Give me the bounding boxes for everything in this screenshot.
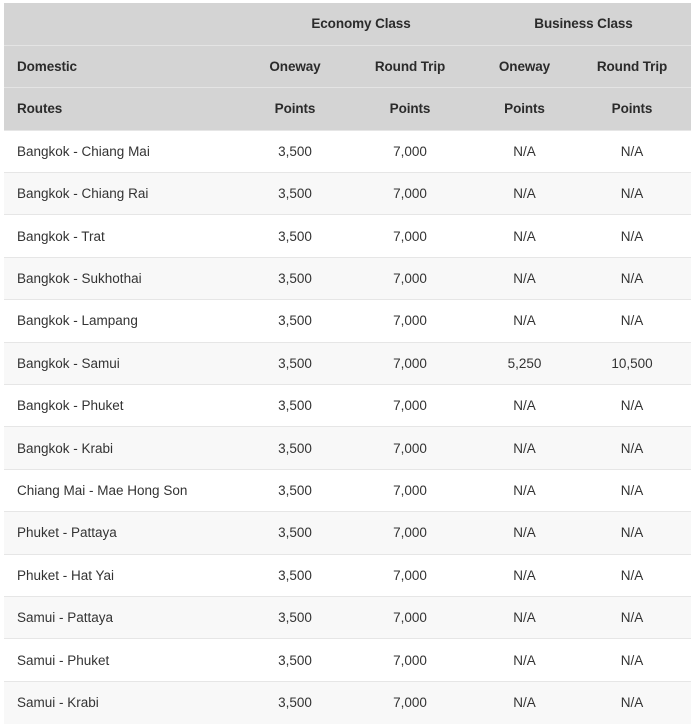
header-points: Points — [274, 101, 316, 117]
business-round-trip-cell: N/A — [573, 512, 691, 554]
route-cell: Samui - Krabi — [4, 681, 246, 723]
route-cell: Phuket - Hat Yai — [4, 554, 246, 596]
header-economy-round-trip: Round Trip — [344, 45, 476, 87]
business-oneway-cell: N/A — [476, 596, 573, 638]
economy-round-trip-cell: 7,000 — [344, 385, 476, 427]
header-points: Points — [504, 101, 545, 117]
business-round-trip-cell: N/A — [573, 385, 691, 427]
business-round-trip-cell: 10,500 — [573, 342, 691, 384]
table-row — [4, 342, 691, 384]
economy-round-trip-cell: 7,000 — [344, 596, 476, 638]
route-cell: Bangkok - Sukhothai — [4, 257, 246, 299]
header-business-class: Business Class — [476, 3, 691, 45]
table-row — [4, 427, 691, 469]
business-round-trip-cell: N/A — [573, 554, 691, 596]
economy-round-trip-cell: 7,000 — [344, 300, 476, 342]
economy-round-trip-cell: 7,000 — [344, 512, 476, 554]
table-row — [4, 130, 691, 172]
table-header — [4, 3, 691, 130]
route-cell: Bangkok - Krabi — [4, 427, 246, 469]
header-domestic: Domestic — [4, 45, 246, 87]
economy-round-trip-cell: 7,000 — [344, 173, 476, 215]
table-row — [4, 300, 691, 342]
economy-oneway-cell: 3,500 — [246, 342, 344, 384]
business-round-trip-cell: N/A — [573, 215, 691, 257]
header-points: Points — [611, 101, 653, 117]
economy-oneway-cell: 3,500 — [246, 639, 344, 681]
table-row — [4, 257, 691, 299]
award-chart-container — [4, 3, 691, 724]
header-row-trip-type — [4, 45, 691, 87]
table-row — [4, 554, 691, 596]
award-points-table — [4, 3, 691, 724]
business-round-trip-cell: N/A — [573, 596, 691, 638]
economy-round-trip-cell: 7,000 — [344, 681, 476, 723]
route-cell: Phuket - Pattaya — [4, 512, 246, 554]
table-row — [4, 385, 691, 427]
business-oneway-cell: N/A — [476, 512, 573, 554]
business-oneway-cell: N/A — [476, 469, 573, 511]
route-cell: Bangkok - Samui — [4, 342, 246, 384]
header-economy-oneway: Oneway — [246, 45, 344, 87]
economy-round-trip-cell: 7,000 — [344, 257, 476, 299]
economy-oneway-cell: 3,500 — [246, 385, 344, 427]
table-row — [4, 681, 691, 723]
route-cell: Chiang Mai - Mae Hong Son — [4, 469, 246, 511]
economy-oneway-cell: 3,500 — [246, 427, 344, 469]
economy-round-trip-cell: 7,000 — [344, 130, 476, 172]
economy-oneway-cell: 3,500 — [246, 681, 344, 723]
business-oneway-cell: N/A — [476, 681, 573, 723]
economy-oneway-cell: 3,500 — [246, 130, 344, 172]
economy-round-trip-cell: 7,000 — [344, 639, 476, 681]
economy-oneway-cell: 3,500 — [246, 257, 344, 299]
business-round-trip-cell: N/A — [573, 639, 691, 681]
economy-oneway-cell: 3,500 — [246, 215, 344, 257]
header-economy-class: Economy Class — [246, 3, 476, 45]
economy-oneway-cell: 3,500 — [246, 512, 344, 554]
economy-oneway-cell: 3,500 — [246, 554, 344, 596]
business-oneway-cell: N/A — [476, 385, 573, 427]
business-round-trip-cell: N/A — [573, 130, 691, 172]
table-row — [4, 215, 691, 257]
business-oneway-cell: N/A — [476, 215, 573, 257]
table-row — [4, 596, 691, 638]
table-body — [4, 130, 691, 723]
business-round-trip-cell: N/A — [573, 681, 691, 723]
header-business-oneway: Oneway — [476, 45, 573, 87]
business-oneway-cell: N/A — [476, 300, 573, 342]
business-round-trip-cell: N/A — [573, 173, 691, 215]
business-oneway-cell: N/A — [476, 130, 573, 172]
header-empty-cell — [4, 3, 246, 45]
business-oneway-cell: 5,250 — [476, 342, 573, 384]
economy-oneway-cell: 3,500 — [246, 300, 344, 342]
economy-round-trip-cell: 7,000 — [344, 342, 476, 384]
route-cell: Samui - Pattaya — [4, 596, 246, 638]
table-row — [4, 469, 691, 511]
route-cell: Bangkok - Trat — [4, 215, 246, 257]
economy-round-trip-cell: 7,000 — [344, 427, 476, 469]
business-oneway-cell: N/A — [476, 554, 573, 596]
business-round-trip-cell: N/A — [573, 257, 691, 299]
route-cell: Bangkok - Phuket — [4, 385, 246, 427]
header-row-class-groups — [4, 3, 691, 45]
header-routes: Routes — [17, 101, 63, 117]
header-row-units — [4, 88, 691, 130]
business-round-trip-cell: N/A — [573, 469, 691, 511]
business-oneway-cell: N/A — [476, 173, 573, 215]
economy-round-trip-cell: 7,000 — [344, 469, 476, 511]
economy-oneway-cell: 3,500 — [246, 469, 344, 511]
route-cell: Bangkok - Chiang Mai — [4, 130, 246, 172]
header-business-round-trip: Round Trip — [573, 45, 691, 87]
route-cell: Bangkok - Lampang — [4, 300, 246, 342]
economy-round-trip-cell: 7,000 — [344, 215, 476, 257]
route-cell: Samui - Phuket — [4, 639, 246, 681]
business-oneway-cell: N/A — [476, 639, 573, 681]
route-cell: Bangkok - Chiang Rai — [4, 173, 246, 215]
economy-oneway-cell: 3,500 — [246, 173, 344, 215]
business-round-trip-cell: N/A — [573, 427, 691, 469]
economy-round-trip-cell: 7,000 — [344, 554, 476, 596]
economy-oneway-cell: 3,500 — [246, 596, 344, 638]
business-oneway-cell: N/A — [476, 427, 573, 469]
table-row — [4, 173, 691, 215]
business-oneway-cell: N/A — [476, 257, 573, 299]
table-row — [4, 512, 691, 554]
header-points: Points — [389, 101, 431, 117]
business-round-trip-cell: N/A — [573, 300, 691, 342]
table-row — [4, 639, 691, 681]
